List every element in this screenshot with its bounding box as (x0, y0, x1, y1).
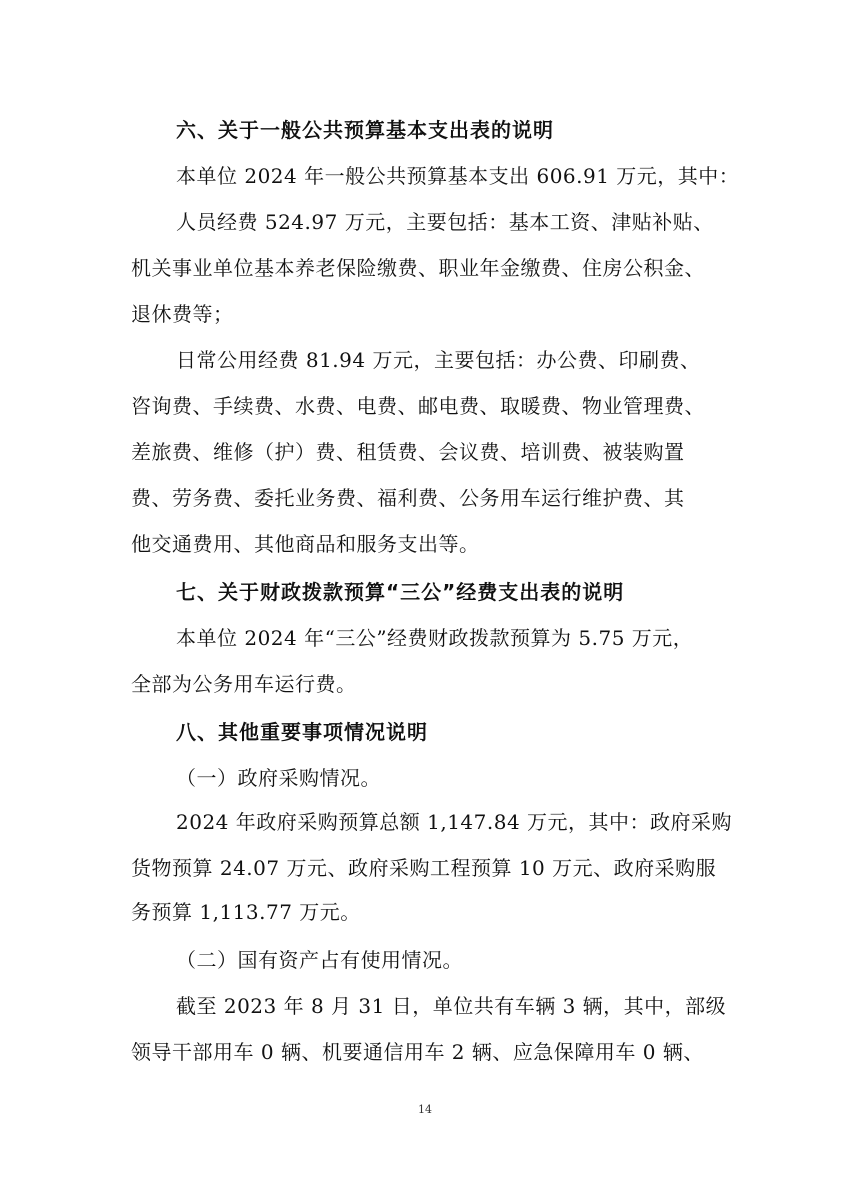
paragraph-line: 费、劳务费、委托业务费、福利费、公务用车运行维护费、其 (131, 486, 685, 510)
paragraph-line: 他交通费用、其他商品和服务支出等。 (131, 532, 480, 556)
paragraph-line: 退休费等； (131, 302, 234, 326)
paragraph-line: 差旅费、维修（护）费、租赁费、会议费、培训费、被装购置 (131, 440, 685, 464)
paragraph-line: 本单位 2024 年一般公共预算基本支出 606.91 万元，其中： (176, 164, 740, 188)
section-heading-7: 七、关于财政拨款预算“三公”经费支出表的说明 (176, 580, 625, 604)
paragraph-line: 截至 2023 年 8 月 31 日，单位共有车辆 3 辆，其中，部级 (176, 994, 727, 1018)
subsection-heading-2: （二）国有资产占有使用情况。 (176, 948, 463, 972)
section-heading-8: 八、其他重要事项情况说明 (176, 720, 428, 744)
paragraph-line: 货物预算 24.07 万元、政府采购工程预算 10 万元、政府采购服 (131, 856, 717, 880)
paragraph-line: 2024 年政府采购预算总额 1,147.84 万元，其中：政府采购 (176, 810, 733, 834)
paragraph-line: 人员经费 524.97 万元，主要包括：基本工资、津贴补贴、 (176, 210, 714, 234)
paragraph-line: 领导干部用车 0 辆、机要通信用车 2 辆、应急保障用车 0 辆、 (131, 1040, 704, 1064)
paragraph-line: 本单位 2024 年“三公”经费财政拨款预算为 5.75 万元， (176, 626, 694, 650)
page-number: 14 (418, 1103, 432, 1116)
paragraph-line: 咨询费、手续费、水费、电费、邮电费、取暖费、物业管理费、 (131, 394, 705, 418)
subsection-heading-1: （一）政府采购情况。 (176, 766, 381, 790)
paragraph-line: 机关事业单位基本养老保险缴费、职业年金缴费、住房公积金、 (131, 256, 705, 280)
section-heading-6: 六、关于一般公共预算基本支出表的说明 (176, 118, 554, 142)
paragraph-line: 全部为公务用车运行费。 (131, 672, 357, 696)
paragraph-line: 务预算 1,113.77 万元。 (131, 900, 361, 924)
paragraph-line: 日常公用经费 81.94 万元，主要包括：办公费、印刷费、 (176, 348, 701, 372)
